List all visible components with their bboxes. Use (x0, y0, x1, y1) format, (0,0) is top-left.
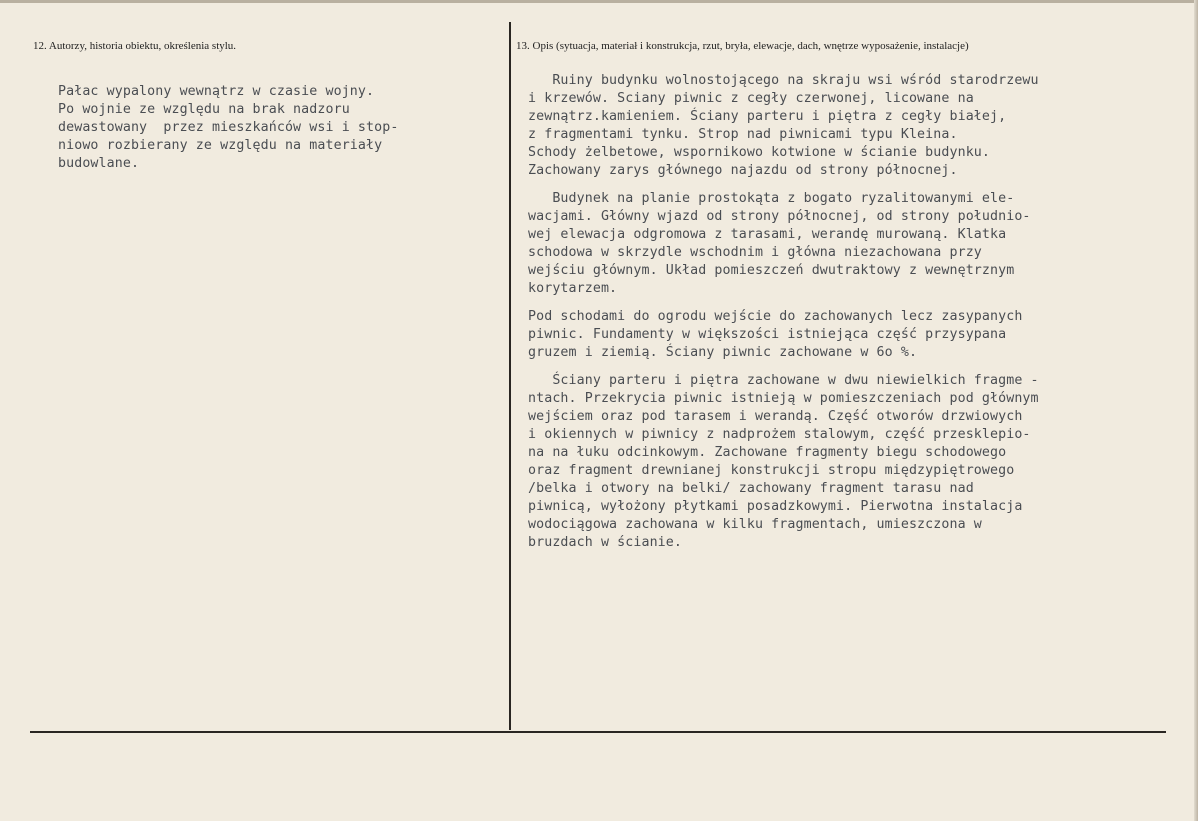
paragraph-1 (528, 72, 1178, 180)
paragraph-3 (528, 308, 1178, 362)
text-line: z fragmentami tynku. Strop nad piwnicami typu Kleina. (528, 127, 958, 142)
text-line: korytarzem. (528, 281, 618, 296)
text-line: Budynek na planie prostokąta z bogato ryzalitowanymi ele- (528, 191, 1015, 206)
text-line: Pałac wypalony wewnątrz w czasie wojny. (58, 84, 375, 99)
text-line: Ściany parteru i piętra zachowane w dwu niewielkich fragme - (528, 373, 1039, 388)
text-line: na na łuku odcinkowym. Zachowane fragmenty biegu schodowego (528, 445, 1007, 460)
paragraph-gap (528, 180, 1178, 190)
text-line: wejściu głównym. Układ pomieszczeń dwutraktowy z wewnętrznym (528, 263, 1015, 278)
text-line: Ruiny budynku wolnostojącego na skraju wsi wśród starodrzewu (528, 73, 1039, 88)
section-13-text (528, 72, 1178, 552)
text-line: wodociągowa zachowana w kilku fragmentach, umieszczona w (528, 517, 982, 532)
text-line: oraz fragment drewnianej konstrukcji stropu międzypiętrowego (528, 463, 1015, 478)
text-line: /belka i otwory na belki/ zachowany fragment tarasu nad (528, 481, 974, 496)
section-12-text (58, 83, 498, 173)
paper-top-edge (0, 0, 1198, 3)
section-13-heading: 13. Opis (sytuacja, materiał i konstrukcja, rzut, bryła, elewacje, dach, wnętrze wyposażenie, instalacje) (516, 40, 969, 52)
text-line: Schody żelbetowe, wspornikowo kotwione w ścianie budynku. (528, 145, 991, 160)
text-line: gruzem i ziemią. Ściany piwnic zachowane w 6o %. (528, 345, 918, 360)
text-line: zewnątrz.kamieniem. Ściany parteru i piętra z cegły białej, (528, 109, 1007, 124)
text-line: wacjami. Główny wjazd od strony północnej, od strony południo- (528, 209, 1031, 224)
text-line: budowlane. (58, 156, 140, 171)
text-line: Po wojnie ze względu na brak nadzoru (58, 102, 350, 117)
text-line: Pod schodami do ogrodu wejście do zachowanych lecz zasypanych (528, 309, 1023, 324)
text-line: i krzewów. Sciany piwnic z cegły czerwonej, licowane na (528, 91, 974, 106)
paragraph-gap (528, 362, 1178, 372)
text-line: niowo rozbierany ze względu na materiały (58, 138, 383, 153)
paper-right-edge (1194, 0, 1198, 821)
column-divider (509, 22, 511, 730)
text-line: wejściem oraz pod tarasem i werandą. Część otworów drzwiowych (528, 409, 1023, 424)
text-line: wej elewacja odgromowa z tarasami, werandę murowaną. Klatka (528, 227, 1007, 242)
text-line: schodowa w skrzydle wschodnim i główna niezachowana przy (528, 245, 982, 260)
paragraph-gap (528, 298, 1178, 308)
text-line: ntach. Przekrycia piwnic istnieją w pomieszczeniach pod głównym (528, 391, 1039, 406)
text-line: Zachowany zarys głównego najazdu od strony północnej. (528, 163, 958, 178)
paragraph-4 (528, 372, 1178, 552)
text-line: bruzdach w ścianie. (528, 535, 683, 550)
section-12-heading: 12. Autorzy, historia obiektu, określenia stylu. (33, 40, 237, 52)
text-line: piwnicą, wyłożony płytkami posadzkowymi. Pierwotna instalacja (528, 499, 1023, 514)
text-line: piwnic. Fundamenty w większości istniejąca część przysypana (528, 327, 1007, 342)
text-line: i okiennych w piwnicy z nadprożem stalowym, część przesklepio- (528, 427, 1031, 442)
paragraph-2 (528, 190, 1178, 298)
bottom-rule (30, 731, 1166, 733)
text-line: dewastowany przez mieszkańców wsi i stop- (58, 120, 399, 135)
